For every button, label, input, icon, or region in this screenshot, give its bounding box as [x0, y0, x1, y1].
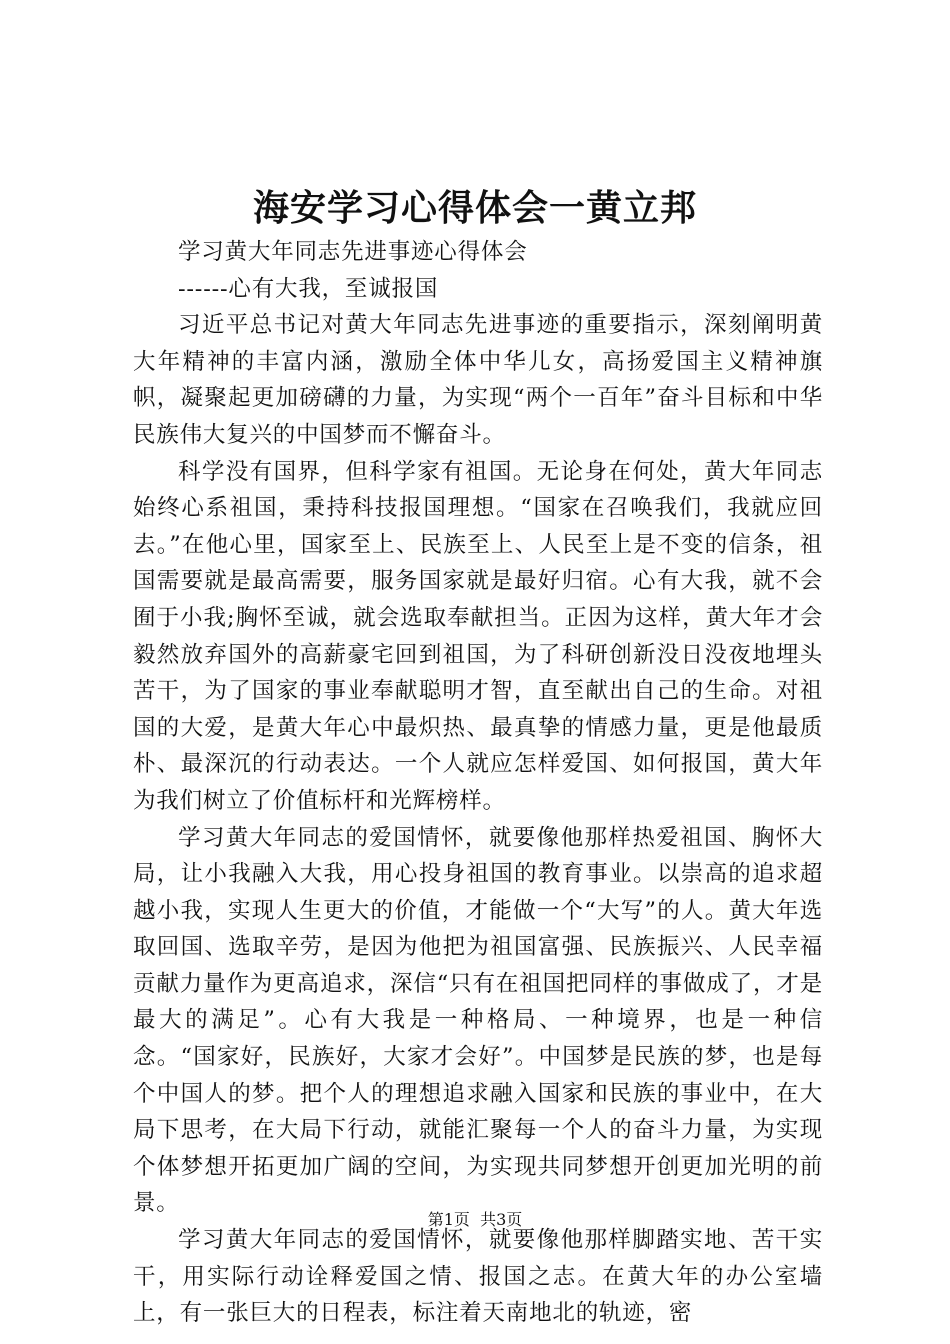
document-body: [133, 234, 823, 1332]
document-title: 海安学习心得体会一黄立邦: [252, 187, 697, 229]
page-total: 共3页: [480, 1210, 523, 1229]
motto: ------心有大我，至诚报国: [178, 275, 439, 302]
subtitle: 学习黄大年同志先进事迹心得体会: [178, 239, 528, 265]
paragraph-1: 习近平总书记对黄大年同志先进事迹的重要指示，深刻阐明黄大年精神的丰富内涵，激励全体中华儿女，高扬爱国主义精神旗帜，凝聚起更加磅礴的力量，为实现“两个一百年”奋斗目标和中华民族伟大复兴的中国梦而不懈奋斗。: [133, 312, 823, 448]
page-number: 第1页: [427, 1210, 470, 1229]
paragraph-3: 学习黄大年同志的爱国情怀，就要像他那样热爱祖国、胸怀大局，让小我融入大我，用心投身祖国的教育事业。以崇高的追求超越小我，实现人生更大的价值，才能做一个“大写”的人。黄大年选取回国、选取辛劳，是因为他把为祖国富强、民族振兴、人民幸福贡献力量作为更高追求，深信“只有在祖国把同样的事做成了，才是最大的满足”。心有大我是一种格局、一种境界，也是一种信念。“国家好，民族好，大家才会好”。中国梦是民族的梦，也是每个中国人的梦。把个人的理想追求融入国家和民族的事业中，在大局下思考，在大局下行动，就能汇聚每一个人的奋斗力量，为实现个体梦想开拓更加广阔的空间，为实现共同梦想开创更加光明的前景。: [133, 824, 823, 1217]
paragraph-4: 学习黄大年同志的爱国情怀，就要像他那样脚踏实地、苦干实干，用实际行动诠释爱国之情、报国之志。在黄大年的办公室墙上，有一张巨大的日程表，标注着天南地北的轨迹，密: [133, 1227, 823, 1327]
page-footer: [0, 1208, 950, 1232]
paragraph-2: 科学没有国界，但科学家有祖国。无论身在何处，黄大年同志始终心系祖国，秉持科技报国理想。“国家在召唤我们，我就应回去。”在他心里，国家至上、民族至上、人民至上是不变的信条，祖国需要就是最高需要，服务国家就是最好归宿。心有大我，就不会囿于小我;胸怀至诚，就会选取奉献担当。正因为这样，黄大年才会毅然放弃国外的高薪豪宅回到祖国，为了科研创新没日没夜地埋头苦干，为了国家的事业奉献聪明才智，直至献出自己的生命。对祖国的大爱，是黄大年心中最炽热、最真挚的情感力量，更是他最质朴、最深沉的行动表达。一个人就应怎样爱国、如何报国，黄大年为我们树立了价值标杆和光辉榜样。: [133, 458, 823, 814]
